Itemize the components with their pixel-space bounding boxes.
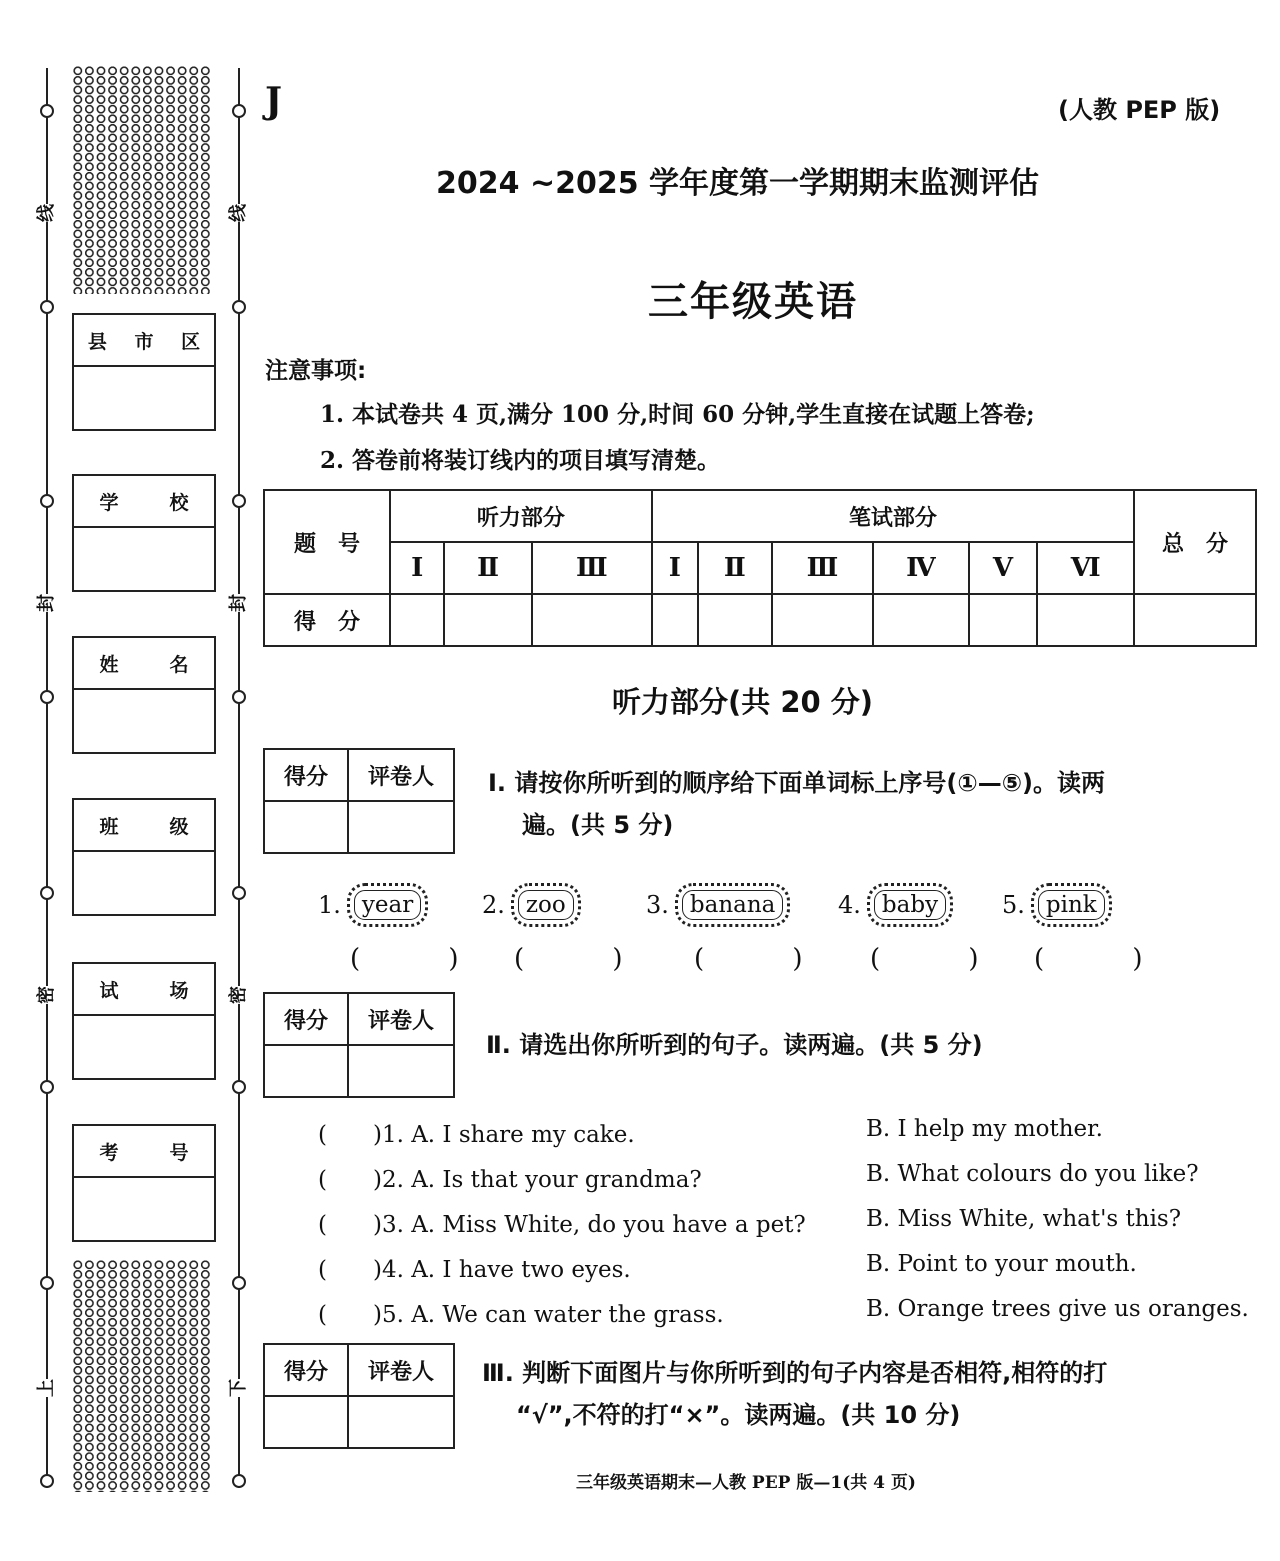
question-row-a: ( )3. A. Miss White, do you have a pet? [318,1212,806,1238]
question-row-b: B. Orange trees give us oranges. [866,1296,1249,1322]
ring-icon [232,104,246,118]
edition-label: (人教 PEP 版) [1058,96,1221,124]
ring-icon [40,494,54,508]
part3-title: Ⅲ. 判断下面图片与你所听到的句子内容是否相符,相符的打 [482,1359,1108,1387]
row-label: 题 号 [264,490,390,594]
field-name-box[interactable]: 姓 名 [72,636,216,754]
column-header: Ⅲ [772,542,874,594]
binding-mark: 上 [36,1379,57,1397]
listening-label: 听力部分 [390,490,652,542]
ring-icon [232,1080,246,1094]
score-cell[interactable] [1134,594,1256,646]
column-header: I [390,542,444,594]
answer-blank[interactable]: ( ) [514,944,663,974]
field-room-box[interactable]: 试 场 [72,962,216,1080]
ring-icon [40,690,54,704]
field-county-box[interactable]: 县 市 区 [72,313,216,431]
word-frame: zoo [511,883,581,927]
question-row-a: ( )2. A. Is that your grandma? [318,1167,702,1193]
word-item: 2. zoo [482,874,581,936]
word-frame: banana [675,883,791,927]
notice-item: 2. 答卷前将装订线内的项目填写清楚。 [320,447,721,474]
binding-mark: 密 [36,986,57,1004]
column-header: Ⅱ [444,542,531,594]
column-header: Ⅲ [532,542,652,594]
part3-title-cont: “√”,不符的打“×”。读两遍。(共 10 分) [516,1401,961,1429]
ring-icon [232,494,246,508]
part1-title-cont: 遍。(共 5 分) [522,811,674,839]
ring-icon [232,886,246,900]
ring-icon [40,104,54,118]
question-row-a: ( )1. A. I share my cake. [318,1122,635,1148]
column-header: V [969,542,1038,594]
subject-title: 三年级英语 [648,279,858,325]
ring-icon [232,300,246,314]
score-cell[interactable] [698,594,772,646]
grader-box: 得分 评卷人 [263,992,455,1098]
answer-blank[interactable]: ( ) [1034,944,1183,974]
written-label: 笔试部分 [652,490,1134,542]
score-cell[interactable] [390,594,444,646]
column-header: Ⅵ [1037,542,1134,594]
question-row-b: B. I help my mother. [866,1116,1103,1142]
binding-mark: 封 [36,594,57,612]
word-item: 3. banana [646,874,790,936]
page-footer: 三年级英语期末—人教 PEP 版—1(共 4 页) [576,1473,916,1493]
word-item: 5. pink [1002,874,1112,936]
listening-heading: 听力部分(共 20 分) [612,685,874,719]
dot-pattern-top [72,66,212,294]
score-cell[interactable] [444,594,531,646]
binding-line-outer [46,68,48,1488]
dot-pattern-bottom [72,1260,212,1492]
question-row-b: B. What colours do you like? [866,1161,1199,1187]
corner-letter: J [265,80,283,122]
ring-icon [40,1474,54,1488]
word-item: 1. year [318,874,428,936]
field-class-box[interactable]: 班 级 [72,798,216,916]
score-table [263,489,1257,647]
total-label: 总 分 [1134,490,1256,594]
answer-blank[interactable]: ( ) [350,944,499,974]
ring-icon [232,690,246,704]
score-cell[interactable] [652,594,698,646]
score-cell[interactable] [532,594,652,646]
word-frame: baby [867,883,953,927]
binding-mark: 线 [228,204,249,222]
exam-title: 2024 ~2025 学年度第一学期期末监测评估 [436,166,1040,201]
word-frame: pink [1031,883,1112,927]
question-row-a: ( )5. A. We can water the grass. [318,1302,724,1328]
column-header: I [652,542,698,594]
notice-heading: 注意事项: [265,358,367,384]
question-row-b: B. Miss White, what's this? [866,1206,1182,1232]
word-item: 4. baby [838,874,953,936]
ring-icon [232,1474,246,1488]
answer-blank[interactable]: ( ) [870,944,1019,974]
ring-icon [40,886,54,900]
score-cell[interactable] [1037,594,1134,646]
score-cell[interactable] [873,594,968,646]
question-row-a: ( )4. A. I have two eyes. [318,1257,631,1283]
grader-box: 得分 评卷人 [263,1343,455,1449]
answer-blank[interactable]: ( ) [694,944,843,974]
field-exam-number-box[interactable]: 考 号 [72,1124,216,1242]
binding-mark: 封 [228,594,249,612]
column-header: Ⅳ [873,542,968,594]
score-cell[interactable] [772,594,874,646]
ring-icon [40,1080,54,1094]
score-cell[interactable] [969,594,1038,646]
score-row-label: 得 分 [264,594,390,646]
word-frame: year [347,883,428,927]
part2-title: Ⅱ. 请选出你所听到的句子。读两遍。(共 5 分) [486,1031,983,1059]
field-school-box[interactable]: 学 校 [72,474,216,592]
binding-mark: 密 [228,986,249,1004]
binding-mark: 线 [36,204,57,222]
notice-item: 1. 本试卷共 4 页,满分 100 分,时间 60 分钟,学生直接在试题上答卷; [320,401,1035,428]
ring-icon [40,300,54,314]
ring-icon [40,1276,54,1290]
binding-mark: 下 [228,1379,249,1397]
question-row-b: B. Point to your mouth. [866,1251,1137,1277]
part1-title: I. 请按你所听到的顺序给下面单词标上序号(①—⑤)。读两 [488,769,1105,797]
binding-line-inner [238,68,240,1488]
ring-icon [232,1276,246,1290]
column-header: Ⅱ [698,542,772,594]
grader-box: 得分 评卷人 [263,748,455,854]
